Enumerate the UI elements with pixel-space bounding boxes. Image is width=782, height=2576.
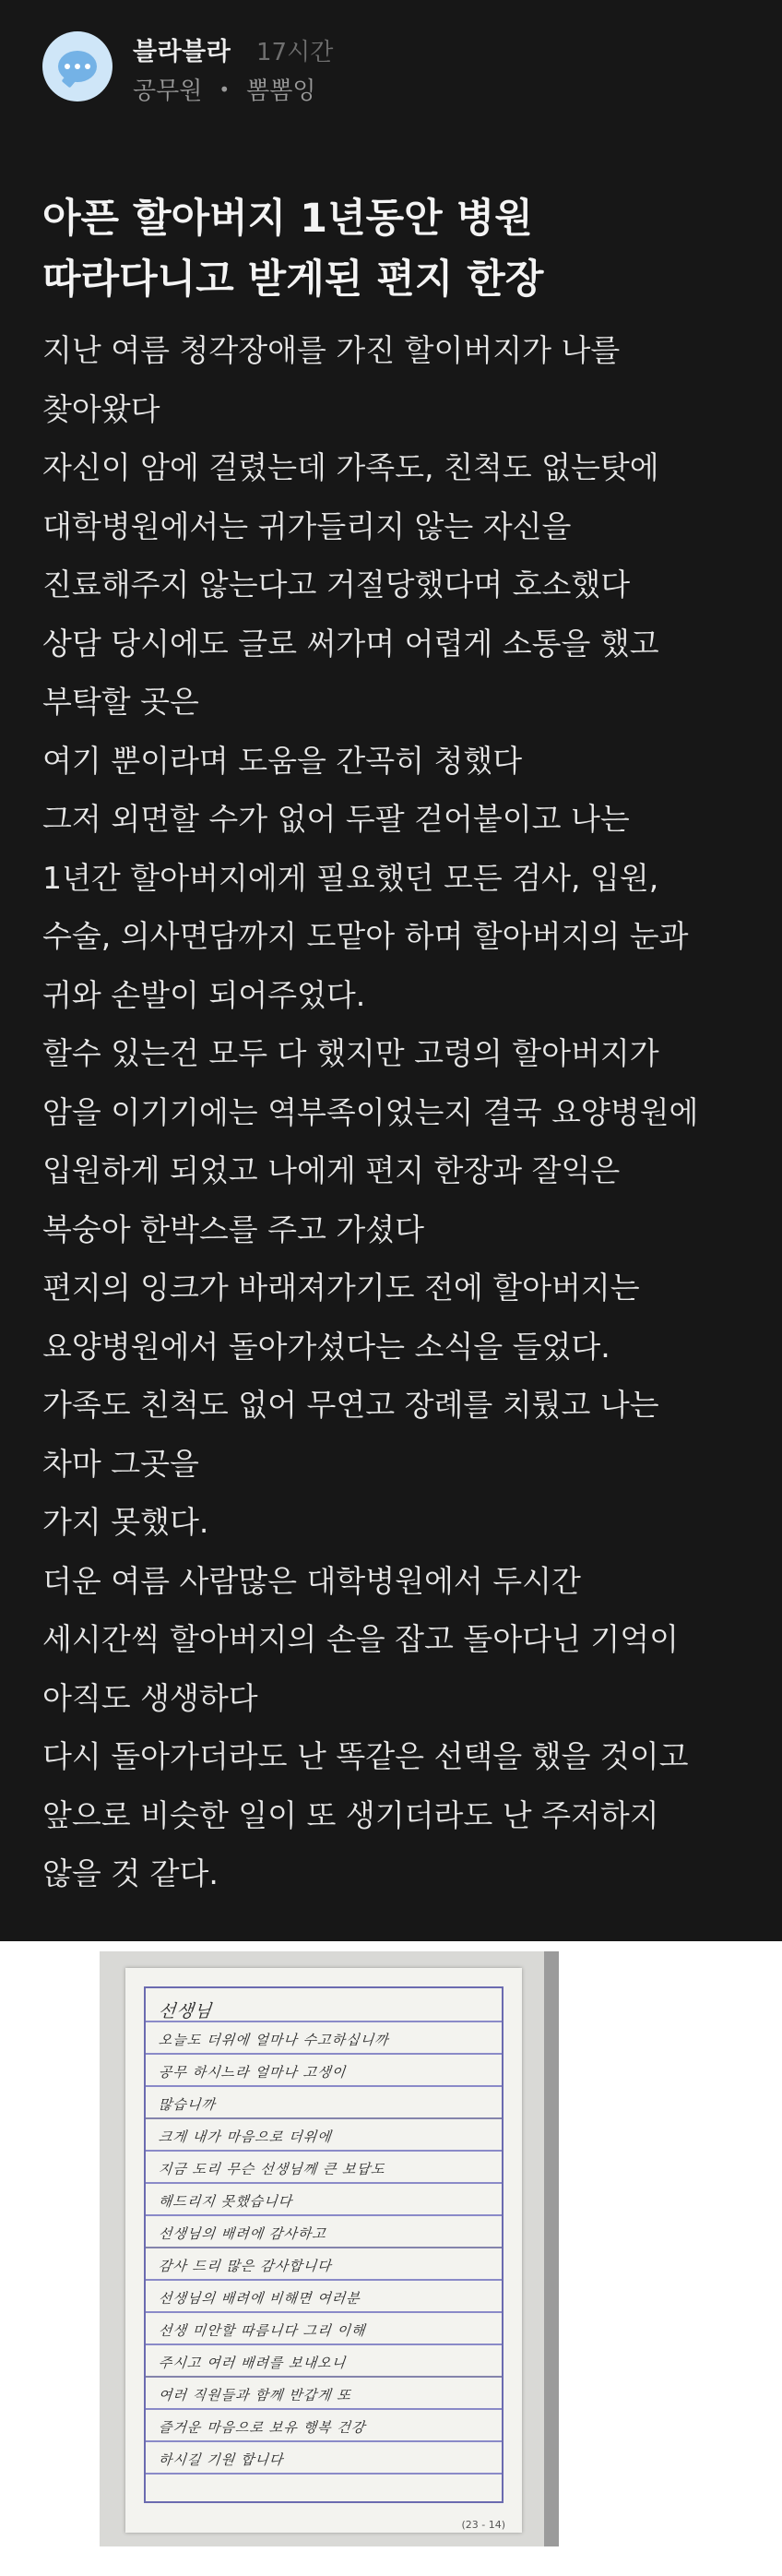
author-meta xyxy=(133,72,316,106)
letter-rule xyxy=(146,2053,502,2055)
body-line: 수술, 의사면담까지 도맡아 하며 할아버지의 눈과 xyxy=(42,918,689,954)
body-line: 가족도 친척도 없어 무연고 장례를 치뤘고 나는 xyxy=(42,1387,659,1423)
body-line: 요양병원에서 돌아가셨다는 소식을 들었다. xyxy=(42,1328,610,1365)
body-line: 자신이 암에 걸렸는데 가족도, 친척도 없는탓에 xyxy=(42,449,659,485)
body-line: 1년간 할아버지에게 필요했던 모든 검사, 입원, xyxy=(42,859,659,896)
body-line: 가지 못했다. xyxy=(42,1504,209,1540)
letter-handwriting-line: 지금 도리 무슨 선생님께 큰 보답도 xyxy=(158,2161,386,2177)
letter-handwriting-line: 주시고 여러 배려를 보내오니 xyxy=(158,2355,348,2371)
body-line: 부탁할 곳은 xyxy=(42,684,199,720)
avatar[interactable] xyxy=(42,31,113,101)
letter-handwriting-line: 공무 하시느라 얼마나 고생이 xyxy=(158,2064,348,2081)
letter-handwriting-line: 감사 드리 많은 감사합니다 xyxy=(158,2258,333,2274)
letter-fold xyxy=(146,2376,502,2378)
title-line: 아픈 할아버지 1년동안 병원 xyxy=(42,196,533,242)
letter-handwriting-line: 선생님 xyxy=(157,2001,214,2021)
body-line: 더운 여름 사람많은 대학병원에서 두시간 xyxy=(42,1562,581,1599)
letter-fold xyxy=(146,2117,502,2119)
letter-handwriting-line: 선생님의 배려에 비해면 여러분 xyxy=(158,2290,361,2307)
body-line: 귀와 손발이 되어주었다. xyxy=(42,976,366,1013)
body-line: 복숭아 한박스를 주고 가셨다 xyxy=(42,1210,425,1247)
letter-rule xyxy=(146,2150,502,2152)
letter-photo[interactable] xyxy=(100,1951,544,2546)
post-header xyxy=(42,31,743,114)
letter-rule xyxy=(146,2085,502,2087)
letter-rule xyxy=(146,2408,502,2410)
company-label: 공무원 xyxy=(133,78,203,105)
meta-separator: • xyxy=(219,78,231,101)
letter-handwriting-line: 크게 내가 마음으로 더위에 xyxy=(158,2129,333,2145)
body-line: 찾아왔다 xyxy=(42,390,160,427)
letter-handwriting-line: 하시길 기원 합니다 xyxy=(158,2451,285,2468)
letter-paper xyxy=(125,1968,522,2533)
post-time: 17시간 xyxy=(256,39,334,66)
letter-handwriting-line: 많습니까 xyxy=(158,2096,217,2113)
body-line: 차마 그곳을 xyxy=(42,1445,199,1482)
body-line: 할수 있는건 모두 다 했지만 고령의 할아버지가 xyxy=(42,1035,659,1071)
body-line: 편지의 잉크가 바래져가기도 전에 할아버지는 xyxy=(42,1270,640,1306)
chat-bubble-icon xyxy=(58,51,97,82)
body-line: 아직도 생생하다 xyxy=(42,1679,258,1716)
body-line: 세시간씩 할아버지의 손을 잡고 돌아다닌 기억이 xyxy=(42,1621,680,1657)
letter-handwriting-line: 여러 직원들과 함께 반갑게 또 xyxy=(158,2387,352,2403)
letter-rule xyxy=(146,2343,502,2345)
author-name[interactable]: 블라블라 xyxy=(133,38,231,66)
body-line: 다시 돌아가더라도 난 똑같은 선택을 했을 것이고 xyxy=(42,1738,689,1774)
letter-rule xyxy=(146,2311,502,2313)
letter-handwriting-line: 해드리지 못했습니다 xyxy=(158,2193,294,2210)
letter-handwriting-line: 오늘도 더위에 얼마나 수고하십니까 xyxy=(158,2032,390,2048)
body-line: 않을 것 같다. xyxy=(42,1855,219,1891)
body-line: 상담 당시에도 글로 써가며 어렵게 소통을 했고 xyxy=(42,625,659,662)
body-line: 여기 뿐이라며 도움을 간곡히 청했다 xyxy=(42,742,523,779)
post-body xyxy=(42,321,762,1903)
letter-rule xyxy=(146,2214,502,2216)
letter-rule xyxy=(146,2182,502,2184)
body-line: 지난 여름 청각장애를 가진 할이버지가 나를 xyxy=(42,332,621,368)
body-line: 입원하게 되었고 나에게 편지 한장과 잘익은 xyxy=(42,1152,621,1188)
letter-handwriting-line: 선생 미안할 따름니다 그리 이해 xyxy=(158,2322,367,2339)
letter-rule xyxy=(146,2440,502,2442)
letter-fold xyxy=(146,2247,502,2248)
letter-handwriting-line: 즐거운 마음으로 보유 행복 건강 xyxy=(158,2419,367,2436)
letter-handwriting-line: 선생님의 배려에 감사하고 xyxy=(158,2225,327,2242)
body-line: 앞으로 비슷한 일이 또 생기더라도 난 주저하지 xyxy=(42,1796,659,1833)
photo-background-edge xyxy=(544,1951,559,2546)
letter-page-number: (23 - 14) xyxy=(461,2519,505,2531)
letter-ruled-area xyxy=(144,1986,504,2503)
nickname-label: 뽐뽐잉 xyxy=(246,78,316,105)
letter-rule xyxy=(146,2473,502,2475)
title-line: 따라다니고 받게된 편지 한장 xyxy=(42,256,544,303)
post-title xyxy=(42,188,743,310)
letter-rule xyxy=(146,2279,502,2281)
body-line: 그저 외면할 수가 없어 두팔 걷어붙이고 나는 xyxy=(42,801,630,837)
body-line: 암을 이기기에는 역부족이었는지 결국 요양병원에 xyxy=(42,1093,699,1130)
body-line: 진료해주지 않는다고 거절당했다며 호소했다 xyxy=(42,566,631,602)
body-line: 대학병원에서는 귀가들리지 않는 자신을 xyxy=(42,507,572,544)
